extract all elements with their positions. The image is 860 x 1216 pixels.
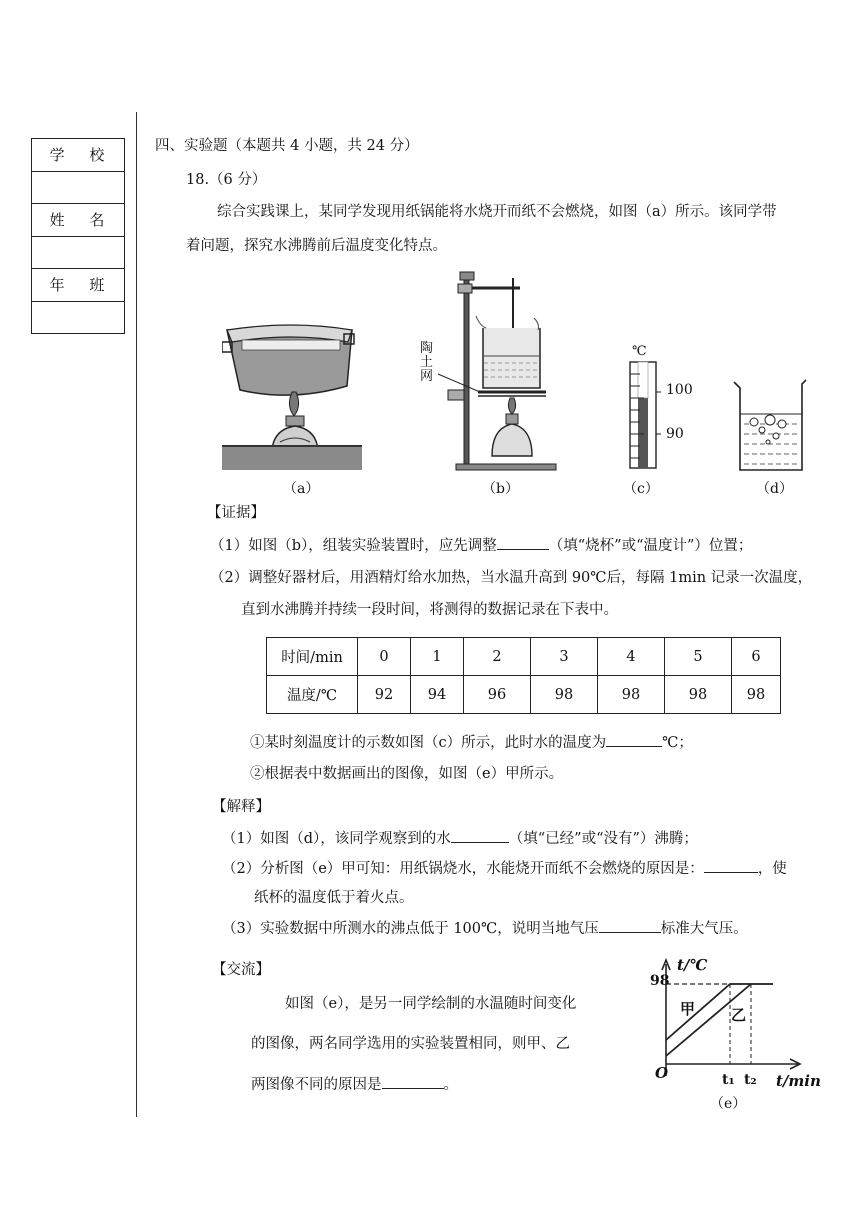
table-cell: 6 — [732, 638, 781, 676]
exchange-line1: 如图（e），是另一同学绘制的水温随时间变化 — [285, 996, 577, 1012]
graph-x-label: t/min — [776, 1072, 821, 1090]
table-cell: 98 — [732, 676, 781, 714]
exchange-line3: 两图像不同的原因是 。 — [251, 1074, 458, 1095]
graph-y-tick-98: 98 — [650, 973, 670, 989]
explain-heading: 【解释】 — [212, 799, 270, 815]
table-cell: 0 — [358, 638, 411, 676]
class-field[interactable] — [32, 301, 125, 334]
student-info-table — [31, 138, 125, 334]
temperature-header: 温度/℃ — [267, 676, 358, 714]
answer-blank-4[interactable] — [704, 858, 758, 873]
school-label: 学 校 — [32, 139, 125, 172]
graph-t1-label: t₁ — [722, 1072, 735, 1088]
gauze-label: 陶 土 网 — [420, 341, 434, 384]
figure-d-label: （d） — [756, 481, 793, 497]
figure-b-apparatus — [420, 268, 560, 478]
evidence-sub2: ②根据表中数据画出的图像，如图（e）甲所示。 — [250, 766, 564, 782]
evidence-sub1: ①某时刻温度计的示数如图（c）所示，此时水的温度为 ℃； — [250, 732, 693, 753]
figure-c-label: （c） — [623, 481, 659, 497]
binding-margin-line — [136, 112, 137, 1117]
name-field[interactable] — [32, 236, 125, 269]
table-cell: 94 — [411, 676, 464, 714]
answer-blank-5[interactable] — [599, 918, 661, 933]
graph-t2-label: t₂ — [744, 1072, 757, 1088]
table-row — [267, 676, 781, 714]
evidence-q2-line2: 直到水沸腾并持续一段时间，将测得的数据记录在下表中。 — [241, 602, 618, 618]
table-cell: 2 — [464, 638, 531, 676]
answer-blank-1[interactable] — [497, 535, 549, 550]
table-cell: 98 — [531, 676, 598, 714]
figure-d-beaker — [732, 378, 808, 474]
answer-blank-3[interactable] — [451, 828, 509, 843]
exchange-heading: 【交流】 — [212, 962, 270, 978]
explain-q2: （2）分析图（e）甲可知：用纸锅烧水，水能烧开而纸不会燃烧的原因是： ，使 — [222, 858, 787, 879]
name-label: 姓 名 — [32, 204, 125, 237]
thermometer-tick-90: 90 — [666, 426, 684, 442]
figure-a-paper-pot — [222, 318, 362, 478]
school-field[interactable] — [32, 171, 125, 204]
graph-series-yi: 乙 — [731, 1006, 747, 1024]
question-number: 18.（6 分） — [186, 172, 267, 188]
section-title: 四、实验题（本题共 4 小题，共 24 分） — [155, 138, 419, 154]
time-header: 时间/min — [267, 638, 358, 676]
figure-c-thermometer — [620, 344, 665, 472]
figure-a-label: （a） — [283, 481, 320, 497]
thermometer-unit: ℃ — [632, 344, 647, 359]
graph-origin: O — [655, 1064, 669, 1082]
explain-q2-line2: 纸杯的温度低于着火点。 — [254, 890, 414, 906]
class-label: 年 班 — [32, 269, 125, 302]
graph-series-jia: 甲 — [680, 1000, 696, 1018]
table-cell: 4 — [598, 638, 665, 676]
explain-q1: （1）如图（d），该同学观察到的水 （填“已经”或“没有”）沸腾； — [222, 828, 698, 849]
evidence-q2-line1: （2）调整好器材后，用酒精灯给水加热，当水温升高到 90℃后，每隔 1min 记录一次温度， — [210, 570, 813, 586]
table-cell: 98 — [598, 676, 665, 714]
table-cell: 5 — [665, 638, 732, 676]
table-cell: 1 — [411, 638, 464, 676]
answer-blank-6[interactable] — [382, 1074, 444, 1089]
figure-e-label: （e） — [710, 1096, 747, 1112]
table-cell: 98 — [665, 676, 732, 714]
explain-q3: （3）实验数据中所测水的沸点低于 100℃，说明当地气压 标准大气压。 — [222, 918, 748, 939]
evidence-heading: 【证据】 — [207, 505, 265, 521]
answer-blank-2[interactable] — [606, 732, 662, 747]
intro-line-2: 着问题，探究水沸腾前后温度变化特点。 — [186, 238, 447, 254]
table-cell: 3 — [531, 638, 598, 676]
intro-line-1: 综合实践课上，某同学发现用纸锅能将水烧开而纸不会燃烧，如图（a）所示。该同学带 — [217, 204, 777, 220]
thermometer-tick-100: 100 — [666, 382, 693, 398]
table-cell: 92 — [358, 676, 411, 714]
evidence-q1: （1）如图（b），组装实验装置时，应先调整 （填“烧杯”或“温度计”）位置； — [210, 535, 752, 556]
temperature-data-table — [266, 637, 781, 714]
exchange-line2: 的图像，两名同学选用的实验装置相同，则甲、乙 — [251, 1036, 570, 1052]
graph-y-label: t/℃ — [677, 956, 708, 974]
table-row — [267, 638, 781, 676]
table-cell: 96 — [464, 676, 531, 714]
figure-b-label: （b） — [482, 481, 519, 497]
